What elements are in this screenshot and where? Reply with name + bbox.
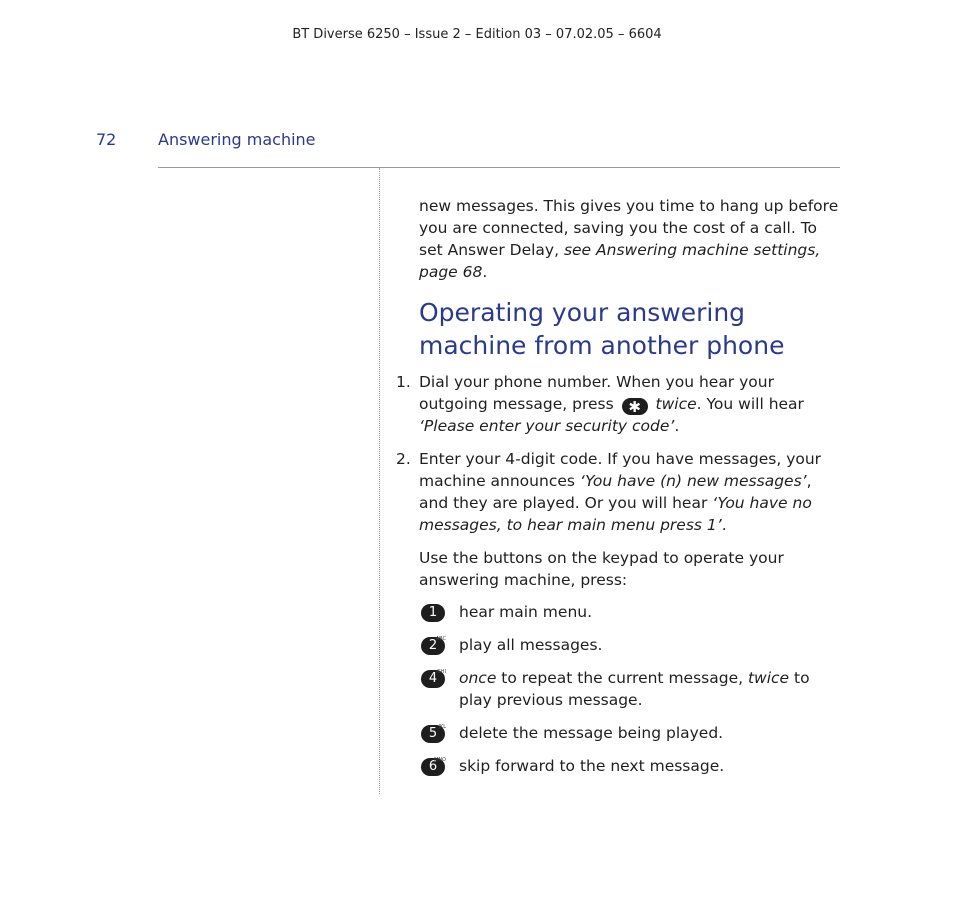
key-row-6 <box>421 755 841 777</box>
key-1-icon: 1 <box>421 604 445 622</box>
key-description: delete the message being played. <box>459 724 724 742</box>
key-description: play all messages. <box>459 636 603 654</box>
cross-reference: see Answering machine settings, page 68 <box>419 241 821 281</box>
key-6-icon: 6 MNO <box>421 758 445 776</box>
key-row-1 <box>421 601 841 623</box>
key-description: skip forward to the next message. <box>459 757 725 775</box>
key-row-2 <box>421 634 841 656</box>
key-row-4 <box>421 667 841 711</box>
step-text: Dial your phone number. When you hear your outgoing message, press ✱ twice. You will hear ‘Please enter your security code’. <box>419 373 804 435</box>
intro-paragraph: new messages. This gives you time to hang up before you are connected, saving you the cost of a call. To set Answer Delay, see Answering machine settings, page 68. <box>419 197 839 281</box>
step-2 <box>396 448 844 536</box>
key-description: once to repeat the current message, twice to play previous message. <box>459 669 810 709</box>
key-2-icon: 2 ABC <box>421 637 445 655</box>
key-4-icon: 4 GHI <box>421 670 445 688</box>
step-number: 2. <box>396 450 411 468</box>
key-row-5 <box>421 722 841 744</box>
step-1 <box>396 371 844 437</box>
section-title: Answering machine <box>158 130 316 149</box>
section-heading: Operating your answering machine from another phone <box>419 298 785 360</box>
step-text: Enter your 4-digit code. If you have messages, your machine announces ‘You have (n) new messages’, and they are played. Or you will hear ‘You have no messages, to hear main menu press 1’. <box>419 450 822 534</box>
document-header: BT Diverse 6250 – Issue 2 – Edition 03 – 07.02.05 – 6604 <box>292 27 662 42</box>
key-5-icon: 5 JKL <box>421 725 445 743</box>
header-divider <box>158 167 840 168</box>
step-number: 1. <box>396 373 411 391</box>
keypad-intro: Use the buttons on the keypad to operate your answering machine, press: <box>419 549 784 589</box>
key-description: hear main menu. <box>459 603 593 621</box>
page-number: 72 <box>96 130 117 149</box>
column-divider <box>379 168 380 794</box>
star-key-icon: ✱ <box>622 398 648 415</box>
